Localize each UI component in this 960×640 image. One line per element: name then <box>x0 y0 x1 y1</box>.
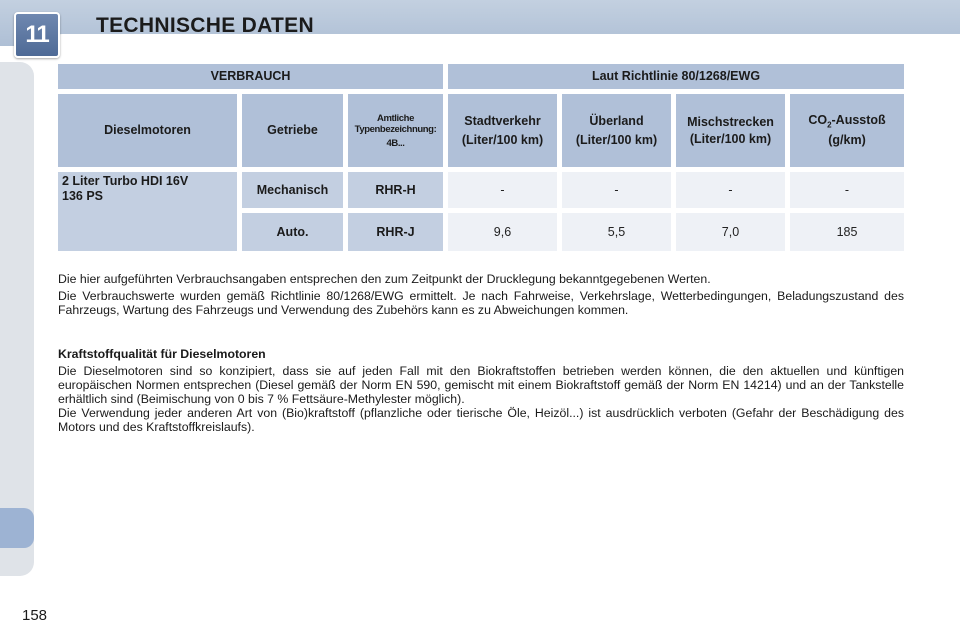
col-header-typenbezeichnung <box>348 94 443 167</box>
co2-sub: 2 <box>827 120 832 130</box>
engine-line1: 2 Liter Turbo HDI 16V <box>62 174 189 188</box>
table-row-1-co2: - <box>790 172 904 208</box>
engine-cell <box>58 172 237 251</box>
table-title-consumption: VERBRAUCH <box>58 64 443 89</box>
col-header-stadtverkehr <box>448 94 557 167</box>
table-row-1-ueberland: - <box>562 172 671 208</box>
paragraph-biofuel: Die Dieselmotoren sind so konzipiert, dass sie auf jeden Fall mit den Biokraftstoffen betrieben werden können, die den aktuellen und künftigen europäischen Normen entsprechen (Diesel gemäß der Norm EN 590, gemischt mit einem Biokraftstoff gemäß der Norm EN 14214) und an der Tankstelle erhältlich sind (Beimischung von 0 bis 7 % Fettsäure-Methylester möglich). <box>58 364 904 406</box>
col-header-ueberland <box>562 94 671 167</box>
co2-line1 <box>808 113 885 133</box>
typ-line2: Typenbezeichnung: <box>354 123 437 135</box>
typ-line3: 4B... <box>386 137 405 149</box>
table-row-2-getriebe: Auto. <box>242 213 343 251</box>
paragraph-prohibited-fuels: Die Verwendung jeder anderen Art von (Bio)kraftstoff (pflanzliche oder tierische Öle, Heizöl...) ist ausdrücklich verboten (Gefahr der Beschädigung des Motors und des Kraftstoffkreislaufs). <box>58 406 904 434</box>
side-tab[interactable] <box>0 508 34 548</box>
col-header-mischstrecken <box>676 94 785 167</box>
ueberland-line1: Überland <box>589 113 644 128</box>
co2-line2: (g/km) <box>828 132 866 147</box>
ueberland-line2: (Liter/100 km) <box>575 132 658 147</box>
col-header-getriebe: Getriebe <box>242 94 343 167</box>
engine-line2: 136 PS <box>62 189 104 203</box>
typ-line1: Amtliche <box>377 112 414 124</box>
table-row-2-ueberland: 5,5 <box>562 213 671 251</box>
misch-line2: (Liter/100 km) <box>689 131 772 146</box>
co2-post: -Ausstoß <box>831 113 886 128</box>
table-row-1-typ: RHR-H <box>348 172 443 208</box>
table-row-2-misch: 7,0 <box>676 213 785 251</box>
chapter-badge: 11 <box>14 12 60 58</box>
table-row-2-stadt: 9,6 <box>448 213 557 251</box>
page-title: TECHNISCHE DATEN <box>96 14 314 37</box>
stadt-line1: Stadtverkehr <box>464 113 541 128</box>
table-row-1-misch: - <box>676 172 785 208</box>
table-row-1-stadt: - <box>448 172 557 208</box>
table-title-directive: Laut Richtlinie 80/1268/EWG <box>448 64 904 89</box>
table-row-1-getriebe: Mechanisch <box>242 172 343 208</box>
misch-line1: Mischstrecken <box>687 114 774 129</box>
table-row-2-co2: 185 <box>790 213 904 251</box>
stadt-line2: (Liter/100 km) <box>461 132 544 147</box>
side-strip <box>0 62 34 576</box>
paragraph-directive: Die Verbrauchswerte wurden gemäß Richtlinie 80/1268/EWG ermittelt. Je nach Fahrweise, Verkehrslage, Wetterbedingungen, Beladungszustand des Fahrzeugs, Wartung des Fahrzeugs und Verwendung des Zubehörs kann es zu Abweichungen kommen. <box>58 289 904 317</box>
page-number: 158 <box>22 607 48 624</box>
table-row-2-typ: RHR-J <box>348 213 443 251</box>
section-heading-fuel-quality: Kraftstoffqualität für Dieselmotoren <box>58 347 266 361</box>
co2-pre: CO <box>808 113 828 128</box>
col-header-co2 <box>790 94 904 167</box>
paragraph-consumption-values: Die hier aufgeführten Verbrauchsangaben entsprechen den zum Zeitpunkt der Drucklegung bekanntgegebenen Werten. <box>58 272 711 286</box>
col-header-dieselmotoren: Dieselmotoren <box>58 94 237 167</box>
